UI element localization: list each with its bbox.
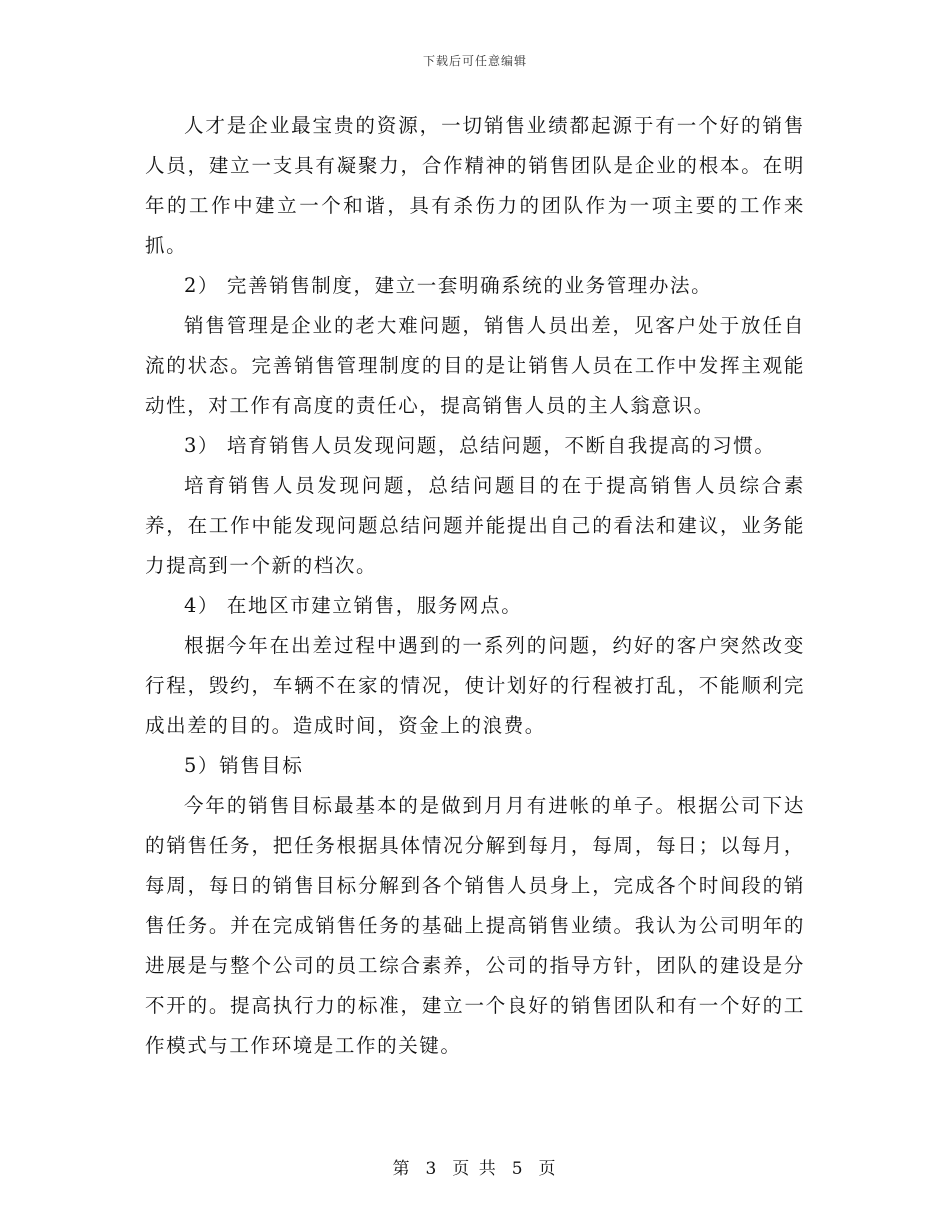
footer-prefix: 第 bbox=[392, 1159, 412, 1179]
heading-item-2: 2） 完善销售制度，建立一套明确系统的业务管理办法。 bbox=[184, 274, 713, 297]
paragraph-sales-target: 今年的销售目标最基本的是做到月月有进帐的单子。根据公司下达的销售任务，把任务根据具体情况分解到每月，每周，每日；以每月，每周，每日的销售目标分解到各个销售人员身上，完成各个时间段的销售任务。并在完成销售任务的基础上提高销售业绩。我认为公司明年的进展是与整个公司的员工综合素养，公司的指导方针，团队的建设是分不开的。提高执行力的标准，建立一个良好的销售团队和有一个好的工作模式与工作环境是工作的关键。 bbox=[145, 794, 805, 1057]
footer-suffix: 页 bbox=[538, 1159, 558, 1179]
footer-total-pages: 5 bbox=[511, 1159, 525, 1179]
page-header: 下载后可任意编辑 bbox=[422, 54, 527, 68]
paragraph-problem-solving: 培育销售人员发现问题，总结问题目的在于提高销售人员综合素养，在工作中能发现问题总结问题并能提出自己的看法和建议，业务能力提高到一个新的档次。 bbox=[145, 474, 805, 577]
page-footer bbox=[0, 1154, 950, 1179]
heading-item-5: 5）销售目标 bbox=[184, 754, 304, 777]
heading-item-3: 3） 培育销售人员发现问题，总结问题，不断自我提高的习惯。 bbox=[184, 434, 776, 457]
document-body bbox=[145, 106, 805, 1066]
heading-item-4: 4） 在地区市建立销售，服务网点。 bbox=[184, 594, 523, 617]
paragraph-service-outlets: 根据今年在出差过程中遇到的一系列的问题，约好的客户突然改变行程，毁约，车辆不在家的情况，使计划好的行程被打乱，不能顺利完成出差的目的。造成时间，资金上的浪费。 bbox=[145, 634, 805, 737]
paragraph-sales-management: 销售管理是企业的老大难问题，销售人员出差，见客户处于放任自流的状态。完善销售管理制度的目的是让销售人员在工作中发挥主观能动性，对工作有高度的责任心，提高销售人员的主人翁意识。 bbox=[145, 314, 805, 417]
footer-current-page: 3 bbox=[425, 1159, 439, 1179]
paragraph-talent: 人才是企业最宝贵的资源，一切销售业绩都起源于有一个好的销售人员，建立一支具有凝聚力，合作精神的销售团队是企业的根本。在明年的工作中建立一个和谐，具有杀伤力的团队作为一项主要的工作来抓。 bbox=[145, 114, 805, 257]
footer-middle: 页 共 bbox=[452, 1159, 498, 1179]
